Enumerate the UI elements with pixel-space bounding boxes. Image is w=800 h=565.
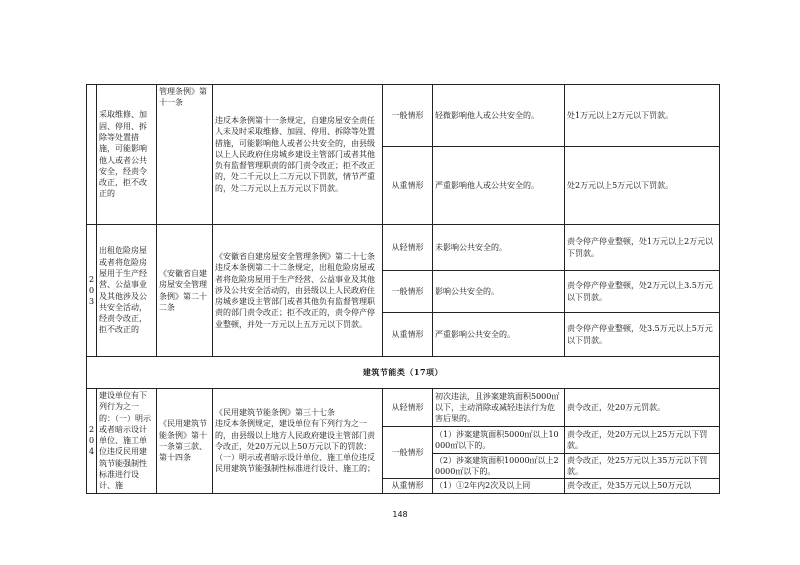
penalty: 责令改正，处20万元罚款。: [565, 389, 720, 427]
discretion-standard: 影响公共安全的。: [433, 271, 565, 313]
circumstance: 从重情形: [383, 479, 433, 493]
discretion-standard: （1）涉案建筑面积5000㎡以上10000㎡以下的。: [433, 427, 565, 454]
violation-summary: 建设单位有下列行为之一的：（一）明示或者暗示设计单位、施工单位违反民用建筑节能强制性标准进行设计、施: [97, 389, 157, 494]
section-title: 建筑节能类（17项）: [87, 357, 720, 389]
circumstance: 从重情形: [383, 313, 433, 357]
circumstance: 从重情形: [383, 147, 433, 225]
item-number: 203: [87, 225, 97, 357]
penalty: 处2万元以上5万元以下罚款。: [565, 147, 720, 225]
penalty: 责令停产停业整顿，处3.5万元以上5万元以下罚款。: [565, 313, 720, 357]
discretion-standard: 严重影响他人或公共安全的。: [433, 147, 565, 225]
discretion-standard: 初次违法，且涉案建筑面积5000㎡以下，主动消除或减轻违法行为危害后果的。: [433, 389, 565, 427]
discretion-standard: （2）涉案建筑面积10000㎡以上20000㎡以下的。: [433, 453, 565, 479]
violation-summary: 采取维修、加固、停用、拆除等处置措施，可能影响他人或者公共安全，经责令改正，拒不改正的: [97, 85, 157, 225]
table-row: [87, 85, 720, 147]
penalty-provision: 《安徽省自建房屋安全管理条例》第二十七条 违反本条例第二十二条规定，出租危险房屋或者将危险房屋用于生产经营、公益事业及其他涉及公共安全活动的，由县级以上人民政府住房城乡建设主管部门或者其他负有监督管理职责的部门责令改正；拒不改正的，责令停产停业整顿，并处一万元以上五万元以下罚款。: [213, 225, 383, 357]
circumstance: 一般情形: [383, 85, 433, 147]
item-number: [87, 85, 97, 225]
penalty-provision: 违反本条例第十一条规定，自建房屋安全责任人未及时采取维修、加固、停用、拆除等处置措施，可能影响他人或者公共安全的，由县级以上人民政府住房城乡建设主管部门或者其他负有监督管理职责的部门责令改正；拒不改正的，处二千元以上二万元以下罚款，情节严重的，处二万元以上五万元以下罚款。: [213, 85, 383, 225]
penalty-standard-table: [86, 84, 720, 494]
penalty: 责令改正，处35万元以上50万元以: [565, 479, 720, 493]
penalty: 责令改正，处25万元以上35万元以下罚款。: [565, 453, 720, 479]
circumstance: 从轻情形: [383, 225, 433, 271]
violation-summary: 出租危险房屋或者将危险房屋用于生产经营、公益事业及其他涉及公共安全活动，经责令改正，拒不改正的: [97, 225, 157, 357]
circumstance: 一般情形: [383, 427, 433, 479]
circumstance: 从轻情形: [383, 389, 433, 427]
penalty: 责令停产停业整顿，处1万元以上2万元以下罚款。: [565, 225, 720, 271]
penalty: 处1万元以上2万元以下罚款。: [565, 85, 720, 147]
discretion-standard: （1）①2年内2次及以上同: [433, 479, 565, 493]
table-row: [87, 225, 720, 271]
discretion-standard: 严重影响公共安全的。: [433, 313, 565, 357]
legal-basis: 《民用建筑节能条例》第十一条第三款、第十四条: [157, 389, 213, 494]
table-row: [87, 389, 720, 427]
penalty: 责令改正，处20万元以上25万元以下罚款。: [565, 427, 720, 454]
legal-basis: 《安徽省自建房屋安全管理条例》第二十二条: [157, 225, 213, 357]
item-number: 204: [87, 389, 97, 494]
penalty: 责令停产停业整顿，处2万元以上3.5万元以下罚款。: [565, 271, 720, 313]
section-row: [87, 357, 720, 389]
discretion-standard: 轻微影响他人或公共安全的。: [433, 85, 565, 147]
circumstance: 一般情形: [383, 271, 433, 313]
page-number: 148: [392, 510, 408, 519]
legal-basis: 管理条例》第十一条: [157, 85, 213, 225]
penalty-provision: 《民用建筑节能条例》第三十七条 违反本条例规定，建设单位有下列行为之一的，由县级以上地方人民政府建设主管部门责令改正，处20万元以上50万元以下的罚款： （一）明示或者暗示设计单位、施工单位违反民用建筑节能强制性标准进行设计、施工的；: [213, 389, 383, 494]
discretion-standard: 未影响公共安全的。: [433, 225, 565, 271]
